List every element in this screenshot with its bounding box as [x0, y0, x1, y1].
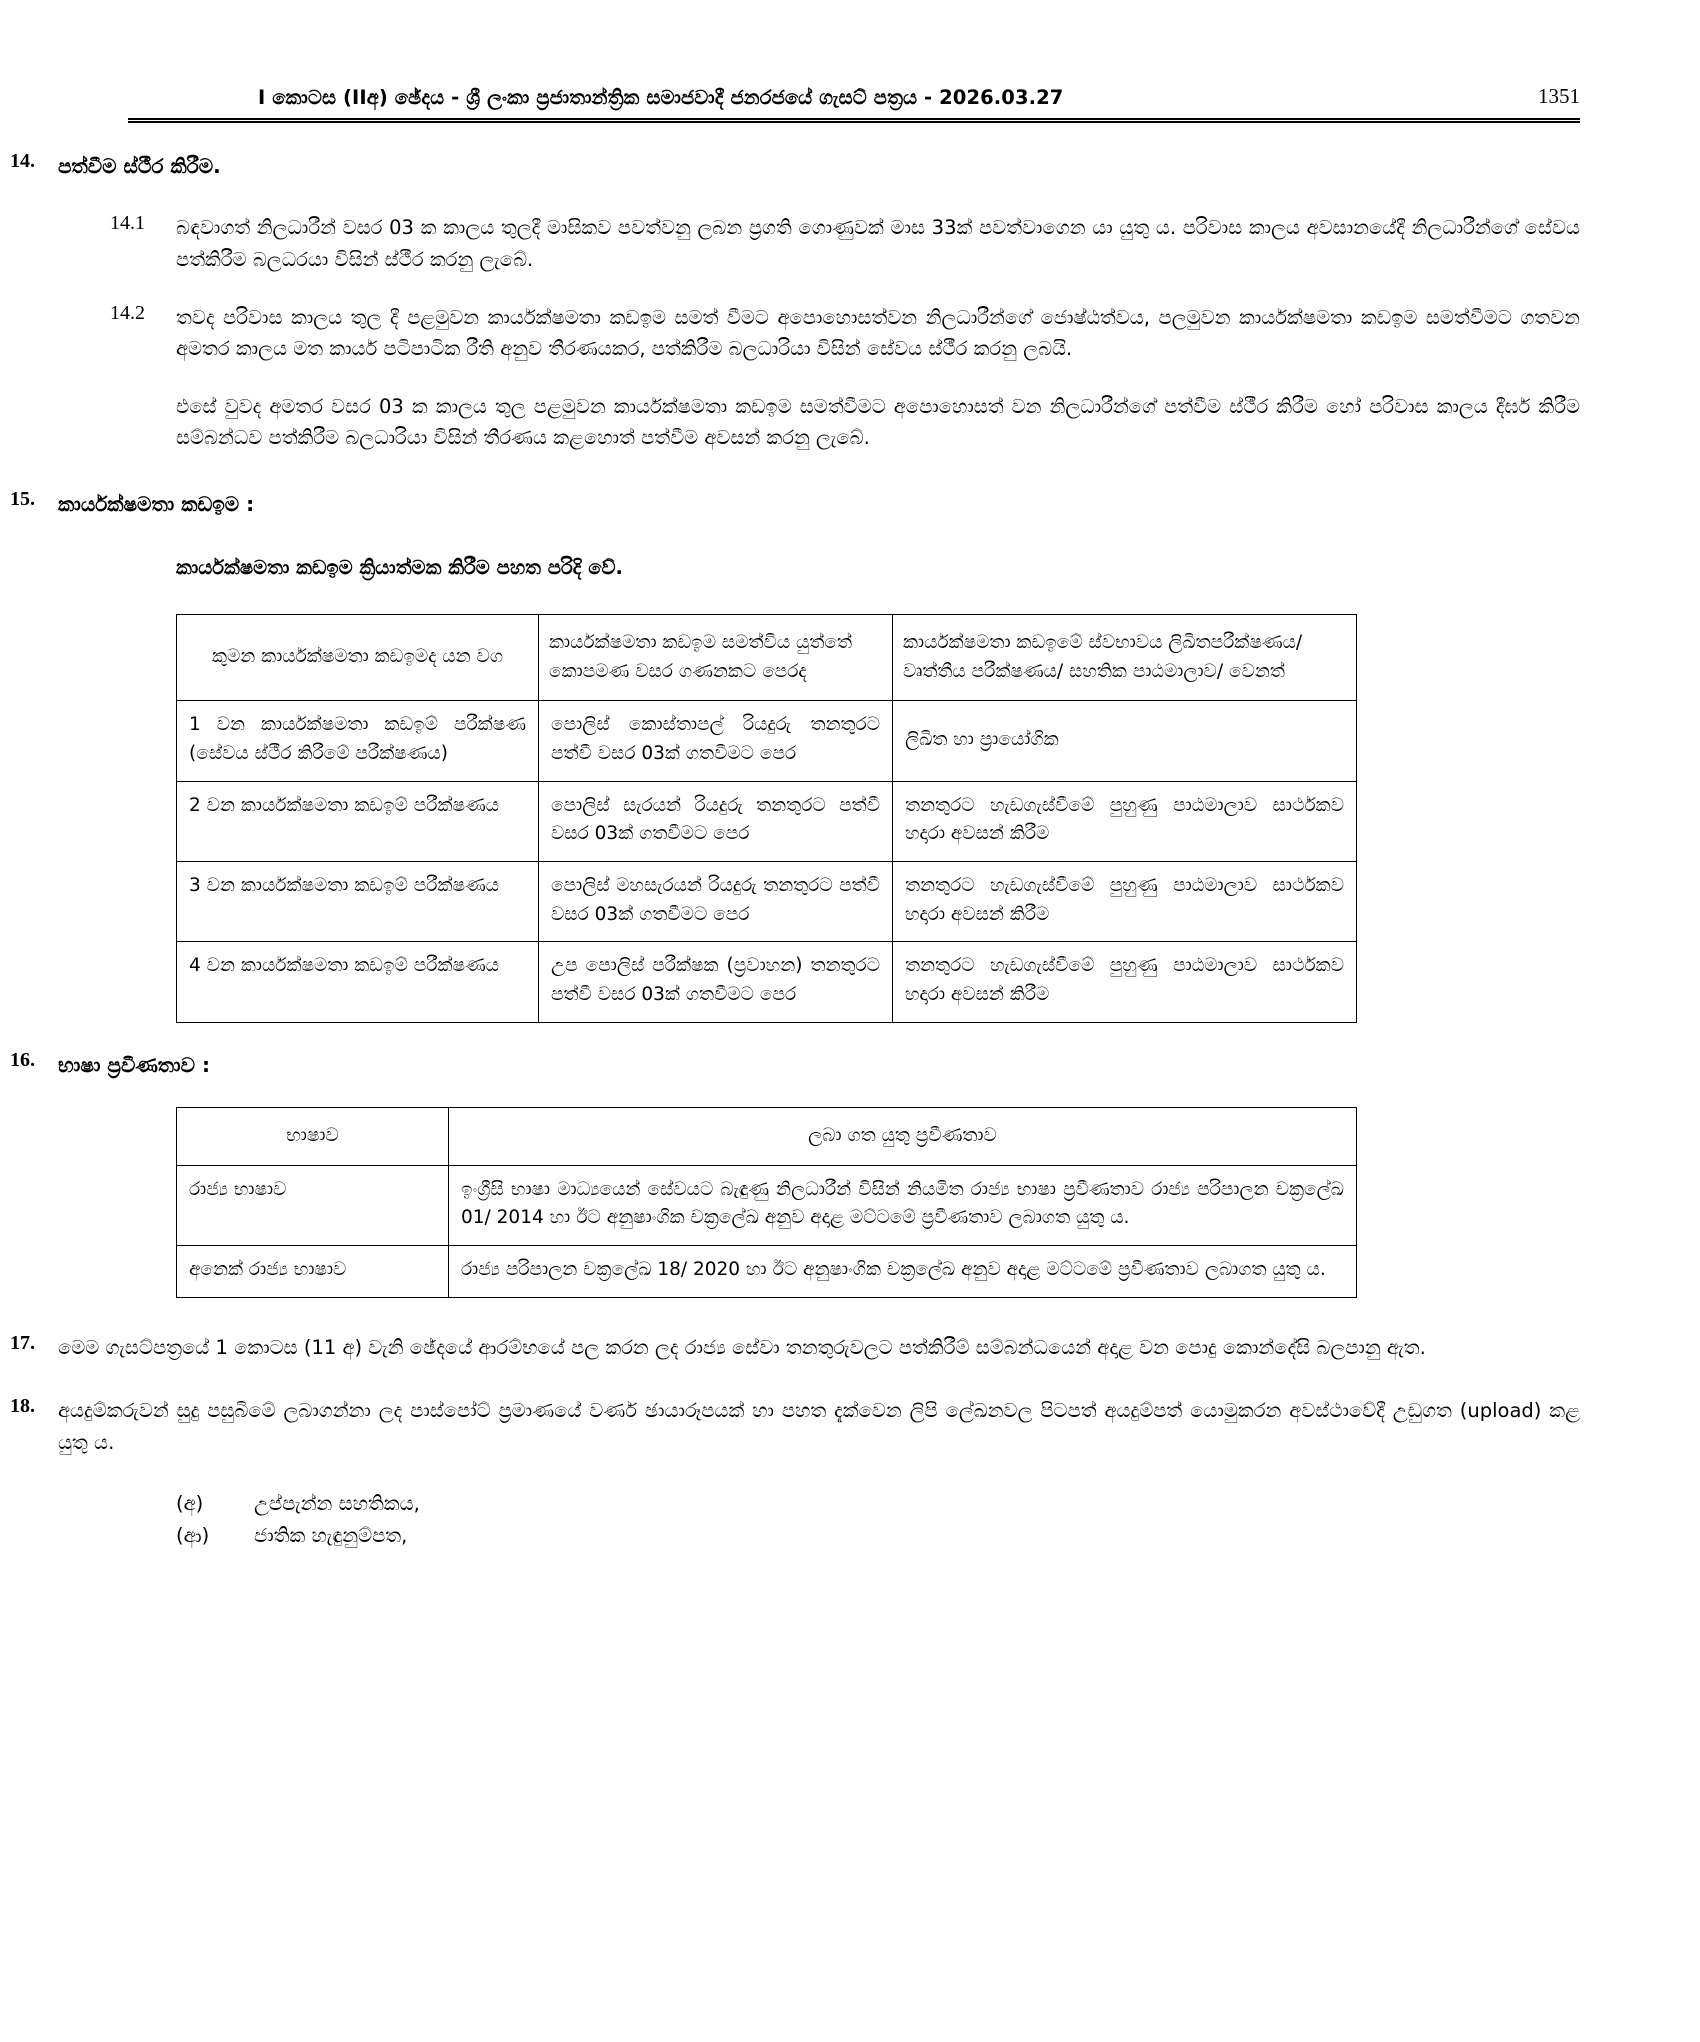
efficiency-bar-table	[176, 614, 1357, 1023]
para-14-1	[0, 212, 1700, 275]
table-row	[177, 1165, 1357, 1245]
list-item	[176, 1520, 1700, 1552]
eb-row2-cell1: 2 වන කාර්යක්ෂමතා කඩඉම් පරීක්ෂණය	[177, 781, 539, 861]
section-14-number: 14.	[10, 150, 35, 172]
language-table-wrap	[0, 1107, 1700, 1298]
lang-row1-cell1: රාජ්‍ය භාෂාව	[177, 1165, 449, 1245]
section-14	[0, 150, 1700, 454]
eb-row2-cell2: පොලිස් සැරයන් රියදුරු තනතුරට පත්වී වසර 03ක් ගතවීමට පෙර	[539, 781, 893, 861]
page-number: 1351	[1538, 84, 1580, 108]
list-item	[176, 1488, 1700, 1520]
section-18-list	[0, 1488, 1700, 1551]
list-item-b-label: (ආ)	[176, 1523, 210, 1547]
section-16-heading: භාෂා ප්‍රවීණතාව :	[58, 1052, 210, 1077]
section-18-number: 18.	[10, 1395, 35, 1418]
language-proficiency-table	[176, 1107, 1357, 1298]
section-15-number: 15.	[10, 487, 35, 510]
eb-row4-cell2: උප පොලිස් පරීක්ෂක (ප්‍රවාහන) තනතුරට පත්වී වසර 03ක් ගතවීමට පෙර	[539, 942, 893, 1022]
eb-col-header-3: කාර්යක්ෂමතා කඩඉමේ ස්වභාවය ලිඛිතපරීක්ෂණය/ වෘත්තීය පරීක්ෂණය/ සහතික පාඨමාලාව/ වෙනත්	[893, 614, 1357, 700]
section-16	[0, 1049, 1700, 1298]
lang-row2-cell2: රාජ්‍ය පරිපාලන චක්‍රලේඛ 18/ 2020 හා ඊට අනුෂාංගික චක්‍රලේඛ අනුව අදාළ මට්ටමේ ප්‍රවීණතාව ලබාගත යුතු ය.	[449, 1245, 1357, 1297]
section-17-text: මෙම ගැසට්පත්‍රයේ 1 කොටස (11 අ) වැනි ඡේදයේ ආරම්භයේ පල කරන ලද රාජ්‍ය සේවා තනතුරුවලට පත්කිරීම් සම්බන්ධයෙන් අදාළ වන පොදු කොන්දේසි බලපානු ඇත.	[58, 1335, 1426, 1359]
table-row	[177, 942, 1357, 1022]
para-14-3	[0, 391, 1700, 454]
section-14-heading-row	[0, 150, 1700, 182]
eb-row3-cell2: පොලිස් මහසැරයන් රියදුරු තනතුරට පත්වී වසර 03ක් ගතවීමට පෙර	[539, 861, 893, 941]
table-header-row	[177, 1107, 1357, 1165]
eb-row4-cell1: 4 වන කාර්යක්ෂමතා කඩඉම් පරීක්ෂණය	[177, 942, 539, 1022]
eb-row1-cell1: 1 වන කාර්යක්ෂමතා කඩඉම් පරීක්ෂණ (සේවය ස්ථීර කිරීමේ පරීක්ෂණය)	[177, 701, 539, 781]
eb-row1-cell2: පොලිස් කොස්තාපල් රියදුරු තනතුරට පත්වී වසර 03ක් ගතවීමට පෙර	[539, 701, 893, 781]
lang-row2-cell1: අනෙක් රාජ්‍ය භාෂාව	[177, 1245, 449, 1297]
section-15	[0, 488, 1700, 1023]
eb-row1-cell3: ලිඛිත හා ප්‍රායෝගික	[893, 701, 1357, 781]
eb-col-header-2: කාර්යක්ෂමතා කඩඉම සමත්විය යුත්තේ කොපමණ වසර ගණනකට පෙරද	[539, 614, 893, 700]
para-14-1-text: බඳවාගත් නිලධාරීන් වසර 03 ක කාලය තුලදී මාසිකව පවත්වනු ලබන ප්‍රගති ගොණුවක් මාස 33ක් පවත්වාගෙන යා යුතු ය. පරිවාස කාලය අවසානයේදී නිලධාරීන්ගේ සේවය පත්කිරීම බලධරයා විසින් ස්ථීර කරනු ලැබේ.	[176, 216, 1580, 271]
section-17	[0, 1332, 1700, 1364]
document-body	[0, 140, 1700, 1552]
eb-row3-cell3: තනතුරට හැඩගැස්වීමේ පුහුණු පාඨමාලාව සාර්ථකව හදාරා අවසන් කිරීම	[893, 861, 1357, 941]
header-title: I කොටස (IIඅ) ඡේදය - ශ්‍රී ලංකා ප්‍රජාතාන්ත්‍රික සමාජවාදී ජනරජයේ ගැසට් පත්‍රය - 2026.03.27	[258, 86, 1064, 109]
page-header	[128, 86, 1580, 109]
section-16-number: 16.	[10, 1048, 35, 1071]
lang-col-header-2: ලබා ගත යුතු ප්‍රවීණතාව	[449, 1107, 1357, 1165]
section-16-heading-row	[0, 1049, 1700, 1081]
para-14-2-number: 14.2	[110, 301, 145, 324]
table-row	[177, 701, 1357, 781]
efficiency-bar-table-wrap	[0, 614, 1700, 1023]
eb-row3-cell1: 3 වන කාර්යක්ෂමතා කඩඉම් පරීක්ෂණය	[177, 861, 539, 941]
table-header-row	[177, 614, 1357, 700]
eb-row4-cell3: තනතුරට හැඩගැස්වීමේ පුහුණු පාඨමාලාව සාර්ථකව හදාරා අවසන් කිරීම	[893, 942, 1357, 1022]
table-row	[177, 781, 1357, 861]
list-item-b-text: ජාතික හැඳුනුම්පත,	[254, 1523, 408, 1547]
section-15-heading: කාර්යක්ෂමතා කඩඉම :	[58, 491, 255, 516]
para-14-1-number: 14.1	[110, 212, 145, 235]
section-15-intro	[0, 552, 1700, 584]
section-18-text: අයදුම්කරුවන් සුදු පසුබිමේ ලබාගන්නා ලද පාස්පෝට් ප්‍රමාණයේ වර්ණ ඡායාරූපයක් හා පහත දැක්වෙන ලිපි ලේඛනවල පිටපත් අයදුම්පත් යොමුකරන අවස්ථාවේදී උඩුගත (upload) කළ යුතු ය.	[58, 1399, 1580, 1454]
para-14-2	[0, 302, 1700, 365]
section-17-number: 17.	[10, 1331, 35, 1354]
eb-col-header-1: කුමන කාර්යක්ෂමතා කඩඉමද යන වග	[177, 614, 539, 700]
section-15-intro-text: කාර්යක්ෂමතා කඩඉම ක්‍රියාත්මක කිරීම පහත පරිදි වේ.	[176, 556, 623, 580]
lang-col-header-1: භාෂාව	[177, 1107, 449, 1165]
list-item-a-text: උප්පැන්න සහතිකය,	[254, 1492, 420, 1516]
list-item-a-label: (අ)	[176, 1492, 204, 1516]
section-15-heading-row	[0, 488, 1700, 520]
para-14-2-text: තවද පරිවාස කාලය තුල දී පළමුවන කාර්යක්ෂමතා කඩඉම සමත් වීමට අපොහොසත්වන නිලධාරීන්ගේ ජොෂ්ඨත්වය, පලමුවන කාර්යක්ෂමතා කඩඉම සමත්වීමට ගතවන අමතර කාලය මත කාර්ය පටිපාටික රීති අනුව තීරණයකර, පත්කිරීම බලධාරියා විසින් සේවය ස්ථීර කරනු ලබයි.	[176, 305, 1580, 361]
lang-row1-cell2: ඉංග්‍රීසි භාෂා මාධ්‍යයෙන් සේවයට බැඳුණු නිලධාරීන් විසින් නියමිත රාජ්‍ය භාෂා ප්‍රවීණතාව රාජ්‍ය පරිපාලන චක්‍රලේඛ 01/ 2014 හා ඊට අනුෂාංගික චක්‍රලේඛ අනුව අදාළ මට්ටමේ ප්‍රවීණතාව ලබාගත යුතු ය.	[449, 1165, 1357, 1245]
section-18-row	[0, 1395, 1700, 1458]
eb-row2-cell3: තනතුරට හැඩගැස්වීමේ පුහුණු පාඨමාලාව සාර්ථකව හදාරා අවසන් කිරීම	[893, 781, 1357, 861]
section-14-heading: පත්වීම ස්ථීර කිරීම.	[58, 154, 221, 178]
table-row	[177, 1245, 1357, 1297]
section-18	[0, 1395, 1700, 1551]
table-row	[177, 861, 1357, 941]
header-rule	[128, 118, 1580, 123]
para-14-3-text: එසේ වුවද අමතර වසර 03 ක කාලය තුල පළමුවන කාර්යක්ෂමතා කඩඉම සමත්වීමට අපොහොසත් වන නිලධාරීන්ගේ පත්වීම ස්ථීර කිරීම හෝ පරිවාස කාලය දීර්ඝ කිරීම සම්බන්ධව පත්කිරීම බලධාරියා විසින් තීරණය කළහොත් පත්වීම අවසන් කරනු ලැබේ.	[176, 394, 1580, 450]
